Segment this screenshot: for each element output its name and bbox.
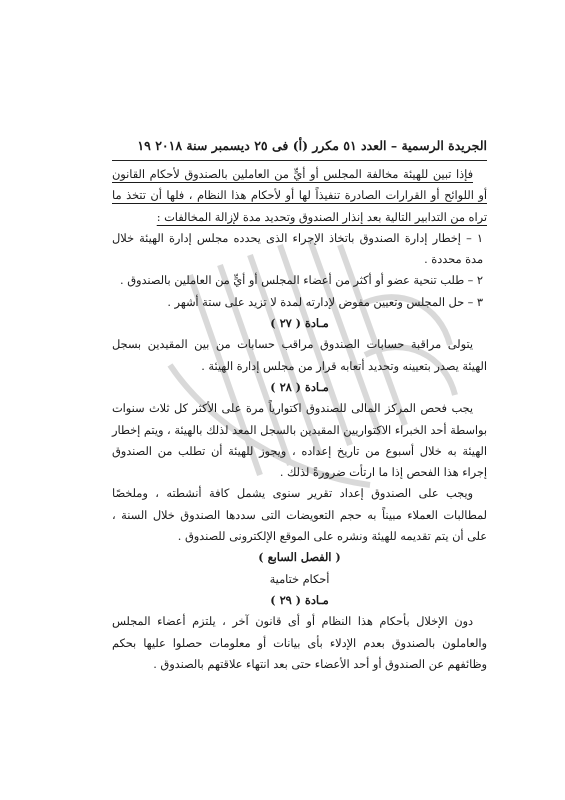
- gazette-header: الجريدة الرسمية – العدد ٥١ مكرر (أ) فى ٢٥ ديسمبر سنة ٢٠١٨ ١٩: [137, 138, 487, 153]
- article-29-text: دون الإخلال بأحكام هذا النظام أو أى قانون آخر ، يلتزم أعضاء المجلس والعاملون بالصندوق بعدم الإدلاء بأى بيانات أو معلومات حصلوا عليها بحكم وظائفهم عن الصندوق أو أحد الأعضاء حتى بعد انتهاء علاقتهم بالصندوق .: [112, 615, 487, 671]
- article-27-heading: مـادة ( ٢٧ ): [270, 316, 329, 331]
- chapter-title: أحكام ختامية: [269, 572, 330, 586]
- article-28-text-1: يجب فحص المركز المالى للصندوق اكتوارياً مرة على الأكثر كل ثلاث سنوات بواسطة أحد الخبراء الاكتواريين المقيدين بالسجل المعد لذلك بالهيئة ، ويتم إخطار الهيئة به خلال أسبوع من تاريخ إعداده ، ويجوز للهيئة أن تطلب من الصندوق إجراء هذا الفحص إذا ما ارتأت ضرورةً لذلك .: [112, 402, 487, 480]
- measure-item-1: ١ – إخطار إدارة الصندوق باتخاذ الإجراء الذى يحدده مجلس إدارة الهيئة خلال مدة محددة .: [112, 231, 483, 267]
- article-body: [112, 164, 487, 675]
- measure-item-3: ٣ – حل المجلس وتعيين مفوض لإدارته لمدة لا تزيد على ستة أشهر .: [167, 295, 483, 309]
- article-28-text-2: ويجب على الصندوق إعداد تقرير سنوى يشمل كافة أنشطته ، وملخصًا لمطالبات العملاء مبيناً به حجم التعويضات التى سددها الصندوق خلال السنة ، على أن يتم تقديمه للهيئة ونشره على الموقع الإلكترونى للصندوق .: [112, 487, 487, 544]
- article-28-heading: مـادة ( ٢٨ ): [270, 379, 329, 394]
- intro-paragraph: فإذا تبين للهيئة مخالفة المجلس أو أيٍّ من العاملين بالصندوق لأحكام القانون أو اللوائح أو القرارات الصادرة تنفيذاً لها أو لأحكام هذا النظام ، فلها أن تتخذ ما تراه من التدابير التالية بعد إنذار الصندوق وتحديد مدة لإزالة المخالفات :: [112, 168, 487, 224]
- article-27-text: يتولى مراقبة حسابات الصندوق مراقب حسابات من بين المقيدين بسجل الهيئة يصدر بتعيينه وتحديد أتعابه قرار من مجلس إدارة الهيئة .: [112, 338, 487, 373]
- measure-item-2: ٢ – طلب تنحية عضو أو أكثر من أعضاء المجلس أو أيٍّ من العاملين بالصندوق .: [120, 274, 483, 288]
- header-divider: [112, 160, 487, 161]
- article-29-heading: مـادة ( ٢٩ ): [270, 592, 329, 607]
- chapter-heading: ( الفصل السابع ): [258, 550, 341, 565]
